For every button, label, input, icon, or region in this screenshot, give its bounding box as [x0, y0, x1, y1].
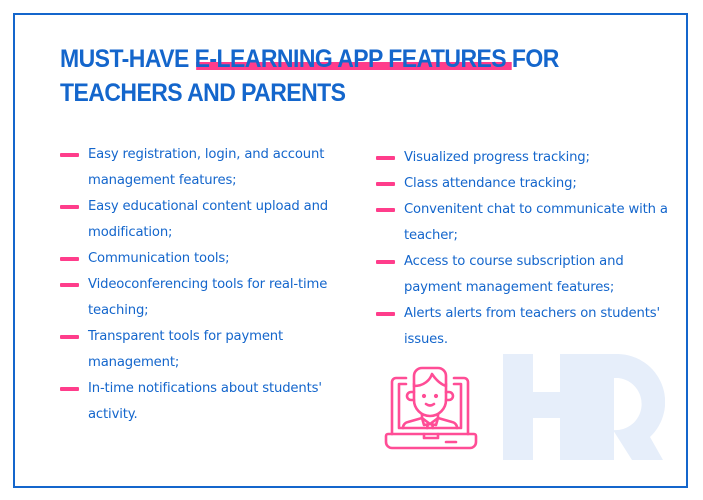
dash-bullet-icon [60, 257, 79, 261]
dash-bullet-icon [60, 387, 79, 391]
dash-bullet-icon [60, 153, 79, 157]
list-item: Easy registration, login, and account management features; [60, 142, 350, 194]
list-item: Easy educational content upload and modification; [60, 194, 350, 246]
hq-watermark-logo [500, 352, 665, 462]
dash-bullet-icon [376, 156, 395, 160]
title-highlight: E-LEARNING APP FEATURES [195, 42, 506, 76]
title-prefix: MUST-HAVE [60, 45, 195, 73]
right-feature-list [376, 145, 676, 353]
list-item: Videoconferencing tools for real-time teaching; [60, 272, 350, 324]
list-item: Visualized progress tracking; [376, 145, 676, 171]
list-item: Convenitent chat to communicate with a teacher; [376, 197, 676, 249]
dash-bullet-icon [376, 208, 395, 212]
list-item: Alerts alerts from teachers on students' issues. [376, 301, 676, 353]
dash-bullet-icon [60, 205, 79, 209]
left-feature-list [60, 142, 350, 428]
dash-bullet-icon [376, 182, 395, 186]
dash-bullet-icon [60, 335, 79, 339]
dash-bullet-icon [376, 312, 395, 316]
teacher-laptop-icon [384, 362, 478, 456]
list-item: Communication tools; [60, 246, 350, 272]
list-item: Transparent tools for payment management; [60, 324, 350, 376]
dash-bullet-icon [376, 260, 395, 264]
list-item: In-time notifications about students' activity. [60, 376, 350, 428]
list-item: Access to course subscription and payment management features; [376, 249, 676, 301]
dash-bullet-icon [60, 283, 79, 287]
list-item: Class attendance tracking; [376, 171, 676, 197]
title-suffix: FOR [506, 45, 559, 73]
title-line2: TEACHERS AND PARENTS [60, 79, 346, 107]
